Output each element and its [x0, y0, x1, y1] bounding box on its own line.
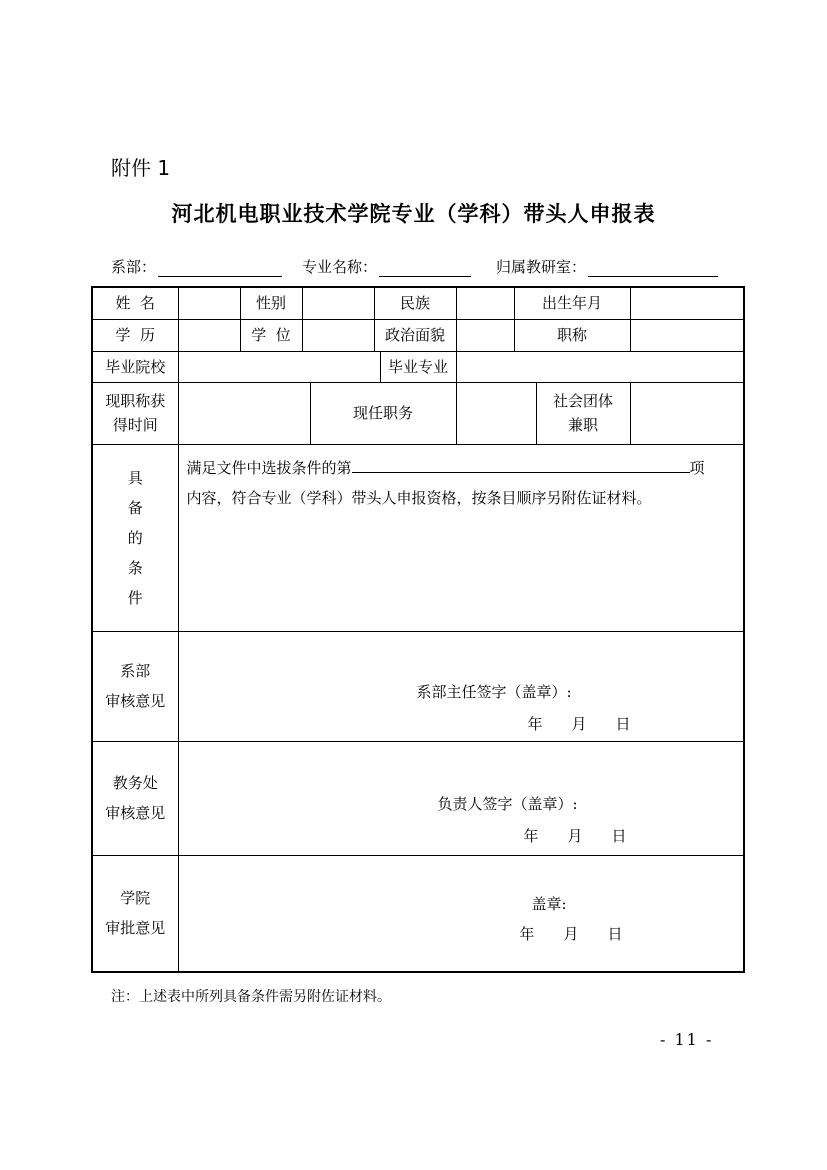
title-rank-value[interactable]: [630, 319, 744, 351]
social-value[interactable]: [630, 382, 744, 444]
academic-review-content[interactable]: [178, 741, 744, 855]
footnote: 注：上述表中所列具备条件需另附佐证材料。: [111, 989, 391, 1005]
academic-review-date: [524, 824, 656, 848]
title-time-label-line1: 现职称获: [105, 392, 166, 410]
social-label-line2: 兼职: [568, 416, 599, 434]
department-label: 系部：: [111, 258, 157, 276]
college-review-label-line1: 学院: [120, 889, 151, 908]
conditions-prefix: 满足文件中选拔条件的第: [186, 458, 352, 477]
month-label: 月: [567, 826, 583, 845]
dept-review-label-line2: 审核意见: [105, 692, 166, 710]
degree-value[interactable]: [302, 319, 374, 351]
conditions-char: 备: [127, 498, 143, 517]
office-label: 归属教研室：: [496, 258, 587, 276]
social-label-line1: 社会团体: [553, 392, 614, 410]
school-value[interactable]: [178, 351, 380, 382]
college-review-date: [520, 922, 652, 946]
name-label: 姓 名: [92, 287, 178, 319]
year-label: 年: [519, 924, 535, 943]
year-label: 年: [523, 826, 539, 845]
major-field[interactable]: [302, 256, 471, 277]
conditions-line2: 内容，符合专业（学科）带头人申报资格，按条目顺序另附佐证材料。: [186, 488, 652, 507]
dept-review-label-line1: 系部: [120, 662, 151, 680]
college-review-content[interactable]: [178, 855, 744, 972]
year-label: 年: [527, 714, 543, 733]
academic-review-label-line2: 审核意见: [105, 804, 166, 822]
graduate-major-value[interactable]: [456, 351, 744, 382]
department-field[interactable]: [111, 256, 282, 277]
day-label: 日: [615, 714, 631, 733]
gender-value[interactable]: [302, 287, 374, 319]
political-label: 政治面貌: [374, 319, 456, 351]
title-time-value[interactable]: [178, 382, 310, 444]
academic-review-label-line1: 教务处: [112, 774, 158, 792]
conditions-char: 的: [127, 528, 143, 547]
conditions-item-blank[interactable]: [352, 454, 690, 473]
title-rank-label: 职称: [514, 319, 630, 351]
title-time-label: [92, 382, 178, 444]
application-form: [91, 286, 745, 973]
degree-label: 学 位: [240, 319, 302, 351]
college-review-label: [92, 855, 178, 972]
conditions-char: 具: [127, 468, 143, 487]
ethnicity-label: 民族: [374, 287, 456, 319]
dept-review-sign: 系部主任签字（盖章）:: [416, 682, 572, 701]
political-value[interactable]: [456, 319, 514, 351]
month-label: 月: [563, 924, 579, 943]
academic-review-sign: 负责人签字（盖章）:: [437, 794, 578, 813]
position-label: 现任职务: [310, 382, 456, 444]
attachment-label: 附件 1: [111, 156, 171, 180]
conditions-label: [92, 444, 178, 631]
ethnicity-value[interactable]: [456, 287, 514, 319]
social-label: [536, 382, 630, 444]
department-blank[interactable]: [158, 259, 282, 277]
month-label: 月: [571, 714, 587, 733]
page-title: 河北机电职业技术学院专业（学科）带头人申报表: [171, 201, 656, 226]
conditions-char: 件: [127, 588, 143, 607]
birth-value[interactable]: [630, 287, 744, 319]
day-label: 日: [607, 924, 623, 943]
major-blank[interactable]: [379, 259, 471, 277]
graduate-major-label: 毕业专业: [380, 351, 456, 382]
conditions-line1: [187, 453, 738, 483]
office-blank[interactable]: [588, 259, 718, 277]
birth-label: 出生年月: [514, 287, 630, 319]
title-time-label-line2: 得时间: [112, 416, 158, 434]
name-value[interactable]: [178, 287, 240, 319]
academic-review-label: [92, 741, 178, 855]
dept-review-content[interactable]: [178, 631, 744, 741]
education-value[interactable]: [178, 319, 240, 351]
office-field[interactable]: [496, 256, 718, 277]
conditions-char: 条: [127, 558, 143, 577]
position-value[interactable]: [456, 382, 536, 444]
conditions-suffix: 项: [689, 458, 705, 477]
dept-review-date: [528, 712, 660, 736]
education-label: 学 历: [92, 319, 178, 351]
college-review-sign: 盖章:: [531, 894, 567, 913]
conditions-content[interactable]: [178, 444, 744, 631]
page-number: - 11 -: [660, 1030, 714, 1049]
day-label: 日: [611, 826, 627, 845]
school-label: 毕业院校: [92, 351, 178, 382]
major-label: 专业名称：: [302, 258, 378, 276]
gender-label: 性别: [240, 287, 302, 319]
dept-review-label: [92, 631, 178, 741]
college-review-label-line2: 审批意见: [105, 919, 166, 938]
